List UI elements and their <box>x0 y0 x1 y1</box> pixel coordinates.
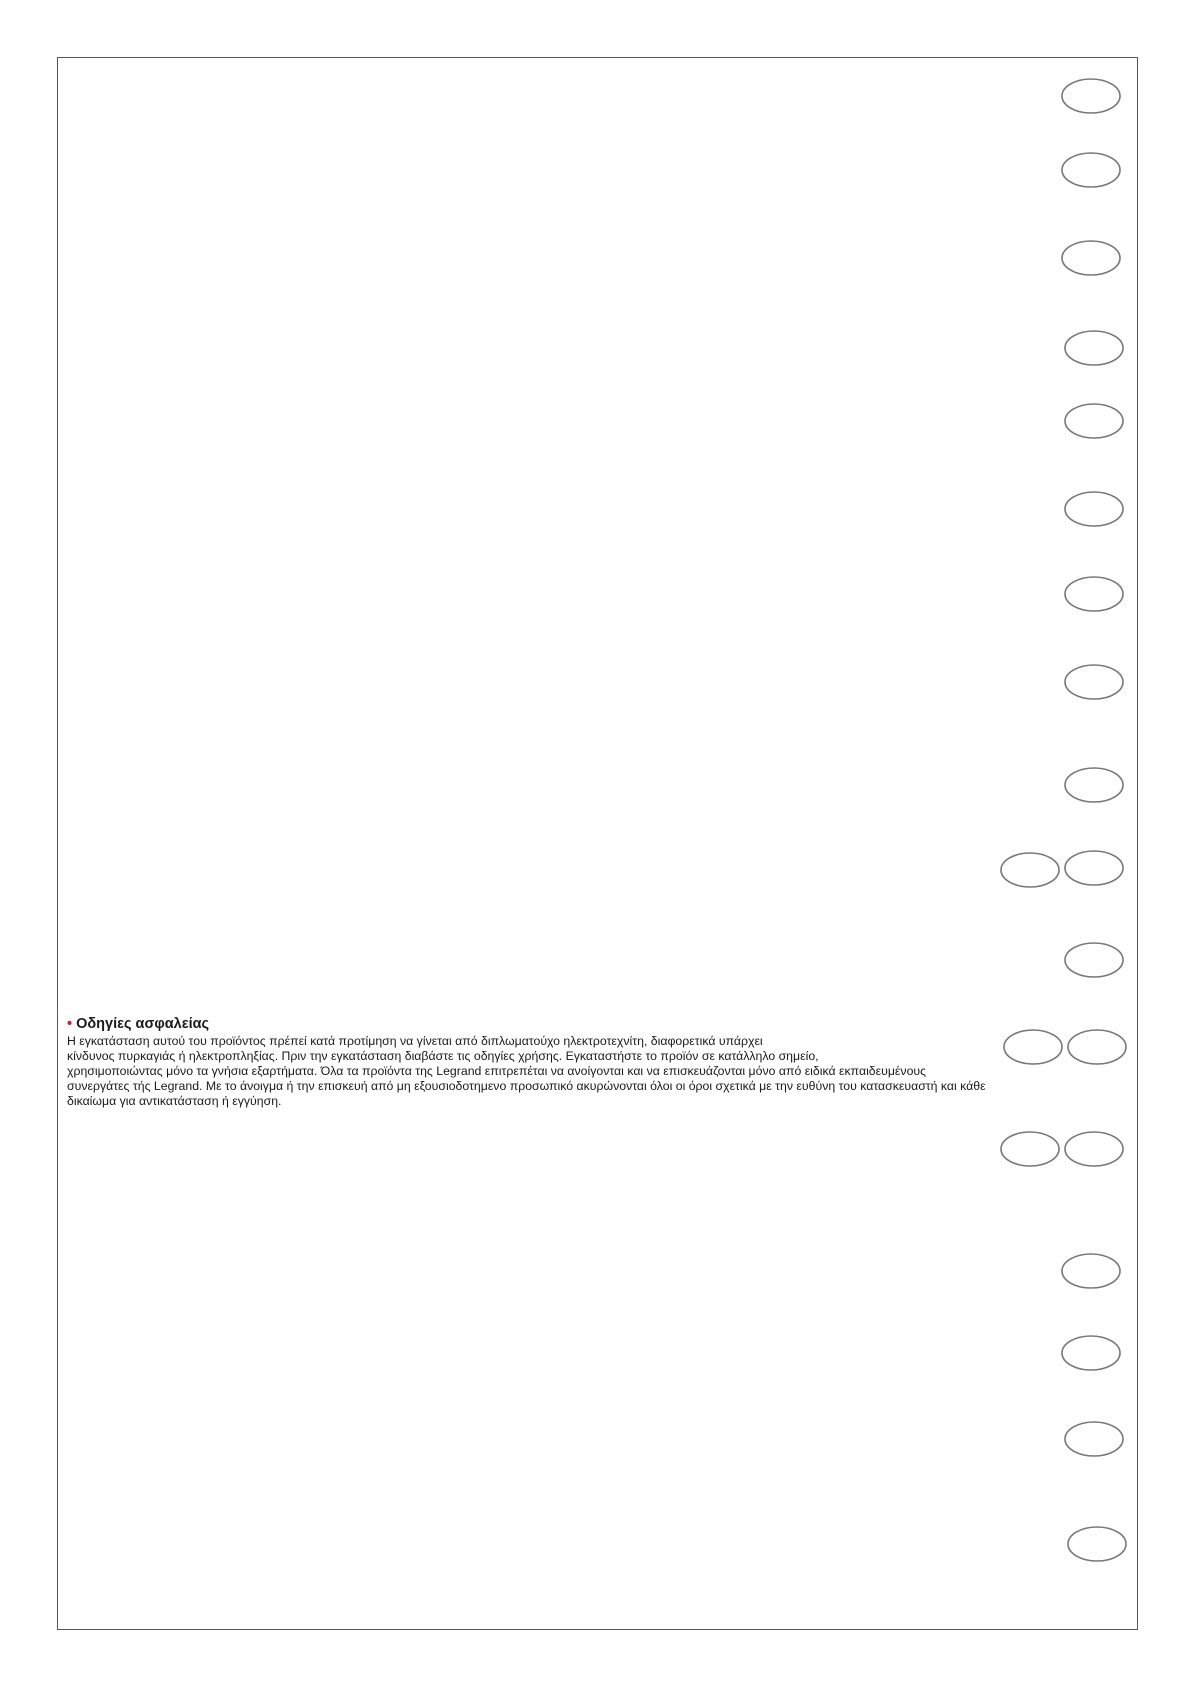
index-tab-icon <box>1062 1336 1120 1370</box>
safety-heading-text: Οδηγίες ασφαλείας <box>76 1016 210 1032</box>
index-tab-icon <box>1068 1527 1126 1561</box>
index-tab-icon <box>1062 79 1120 113</box>
bullet-icon: • <box>67 1016 73 1032</box>
index-tab-icon <box>1065 577 1123 611</box>
index-tab-icon <box>1065 665 1123 699</box>
safety-line: κίνδυνος πυρκαγιάς ή ηλεκτροπληξίας. Πριν την εγκατάσταση διαβάστε τις οδηγίες χρήσης. Εγκαταστήστε το προϊόν σε κατάλληλο σημείο, <box>67 1049 819 1063</box>
safety-line: συνεργάτες τής Legrand. Με το άνοιγμα ή την επισκευή από μη εξουσιοδοτημενο προσωπικό ακυρώνονται όλοι οι όροι σχετικά με την ευθύνη του κατασκευαστή και κάθε <box>67 1079 986 1093</box>
index-tab-icon <box>1065 943 1123 977</box>
index-tab-icon <box>1004 1030 1062 1064</box>
index-tab-icon <box>1068 1030 1126 1064</box>
index-tab-icon <box>1062 1254 1120 1288</box>
index-tab-icon <box>1001 1132 1059 1166</box>
index-tab-icon <box>1065 404 1123 438</box>
index-tab-icon <box>1065 768 1123 802</box>
index-tab-icon <box>1001 853 1059 887</box>
index-tab-icon <box>1062 241 1120 275</box>
safety-line: χρησιμοποιώντας μόνο τα γνήσια εξαρτήματα. Όλα τα προϊόντα της Legrand επιτρεπέται να ανοίγονται και να επισκευάζονται μόνο από ειδικά εκπαιδευμένους <box>67 1064 927 1078</box>
index-tab-icon <box>1062 153 1120 187</box>
index-tab-icon <box>1065 492 1123 526</box>
safety-line: Η εγκατάσταση αυτού του προϊόντος πρέπεί κατά προτίμηση να γίνεται από διπλωματούχο ηλεκτροτεχνίτη, διαφορετικά υπάρχει <box>67 1034 763 1048</box>
index-tab-icon <box>1065 851 1123 885</box>
index-tab-icon <box>1065 331 1123 365</box>
safety-line: δικαίωμα για αντικατάσταση ή εγγύηση. <box>67 1094 282 1108</box>
index-tab-icon <box>1065 1132 1123 1166</box>
index-tab-icon <box>1065 1422 1123 1456</box>
